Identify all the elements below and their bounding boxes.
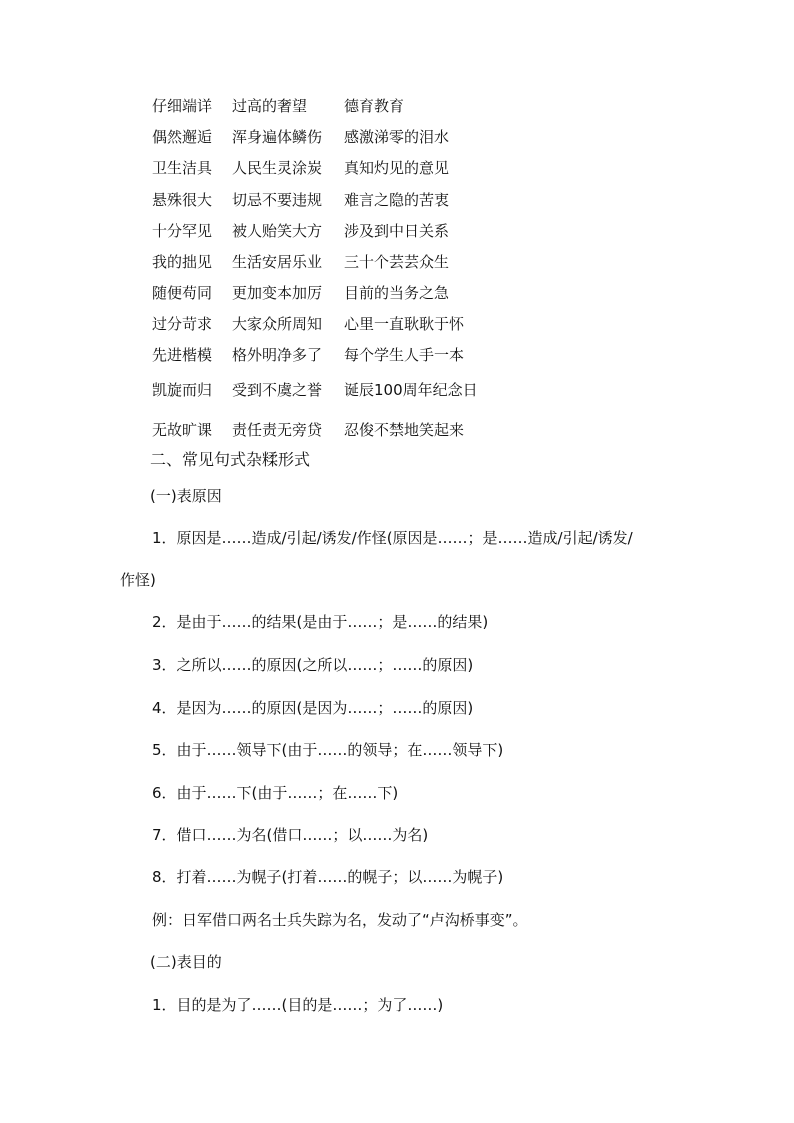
term-row xyxy=(152,420,464,440)
reason-item: 4．是因为……的原因(是因为……；……的原因) xyxy=(152,699,474,717)
term-2: 被人贻笑大方 xyxy=(232,222,323,240)
term-1: 悬殊很大 xyxy=(152,191,213,209)
term-row xyxy=(152,190,449,210)
term-row xyxy=(152,380,478,400)
term-2: 格外明净多了 xyxy=(232,346,323,364)
reason-item: 3．之所以……的原因(之所以……；……的原因) xyxy=(152,656,474,674)
term-1: 无故旷课 xyxy=(152,421,213,439)
term-1: 仔细端详 xyxy=(152,97,213,115)
reason-item: 6．由于……下(由于……；在……下) xyxy=(152,784,399,802)
term-2: 责任责无旁贷 xyxy=(232,421,323,439)
term-1: 卫生洁具 xyxy=(152,159,213,177)
term-3: 诞辰100周年纪念日 xyxy=(344,381,478,399)
term-row xyxy=(152,127,449,147)
term-1: 先进楷模 xyxy=(152,346,213,364)
term-2: 人民生灵涂炭 xyxy=(232,159,323,177)
term-row xyxy=(152,96,404,116)
term-1: 凯旋而归 xyxy=(152,381,213,399)
term-row xyxy=(152,283,449,303)
term-3: 德育教育 xyxy=(344,97,405,115)
term-row xyxy=(152,252,449,272)
subsection-heading-purpose: (二)表目的 xyxy=(150,953,222,971)
term-row xyxy=(152,314,464,334)
term-3: 难言之隐的苦衷 xyxy=(344,191,450,209)
reason-item: 5．由于……领导下(由于……的领导；在……领导下) xyxy=(152,741,504,759)
term-3: 真知灼见的意见 xyxy=(344,159,450,177)
term-3: 感激涕零的泪水 xyxy=(344,128,450,146)
term-2: 浑身遍体鳞伤 xyxy=(232,128,323,146)
term-row xyxy=(152,158,449,178)
term-1: 我的拙见 xyxy=(152,253,213,271)
term-2: 生活安居乐业 xyxy=(232,253,323,271)
reason-item: 1．原因是……造成/引起/诱发/作怪(原因是……；是……造成/引起/诱发/ xyxy=(152,529,633,547)
term-3: 目前的当务之急 xyxy=(344,284,450,302)
subsection-heading-reason: (一)表原因 xyxy=(150,487,222,505)
purpose-item: 1．目的是为了……(目的是……；为了……) xyxy=(152,996,444,1014)
term-3: 每个学生人手一本 xyxy=(344,346,465,364)
term-3: 心里一直耿耿于怀 xyxy=(344,315,465,333)
term-2: 大家众所周知 xyxy=(232,315,323,333)
term-row xyxy=(152,345,464,365)
term-1: 十分罕见 xyxy=(152,222,213,240)
term-1: 过分苛求 xyxy=(152,315,213,333)
reason-item-continuation: 作怪) xyxy=(120,571,156,589)
term-3: 忍俊不禁地笑起来 xyxy=(344,421,465,439)
term-2: 切忌不要违规 xyxy=(232,191,323,209)
term-2: 更加变本加厉 xyxy=(232,284,323,302)
section-heading: 二、常见句式杂糅形式 xyxy=(150,450,311,469)
reason-item: 2．是由于……的结果(是由于……；是……的结果) xyxy=(152,613,489,631)
term-2: 过高的奢望 xyxy=(232,97,308,115)
term-1: 随便苟同 xyxy=(152,284,213,302)
term-3: 涉及到中日关系 xyxy=(344,222,450,240)
term-3: 三十个芸芸众生 xyxy=(344,253,450,271)
term-2: 受到不虞之誉 xyxy=(232,381,323,399)
reason-item: 8．打着……为幌子(打着……的幌子；以……为幌子) xyxy=(152,868,504,886)
example-sentence: 例：日军借口两名士兵失踪为名，发动了“卢沟桥事变”。 xyxy=(152,911,528,929)
reason-item: 7．借口……为名(借口……；以……为名) xyxy=(152,826,429,844)
term-row xyxy=(152,221,449,241)
term-1: 偶然邂逅 xyxy=(152,128,213,146)
